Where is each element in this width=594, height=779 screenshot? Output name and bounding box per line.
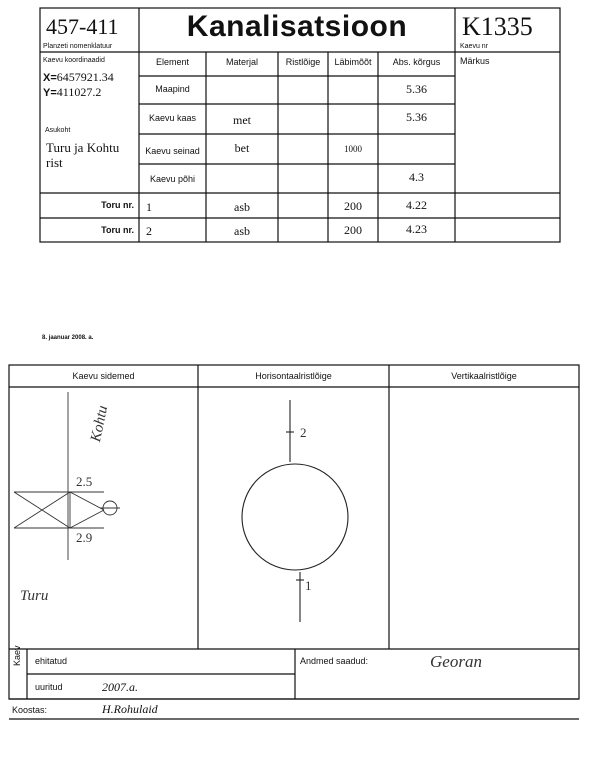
coordinate-x-value: 6457921.34	[56, 70, 114, 84]
built-label: ehitatud	[35, 656, 68, 666]
data-from-value: Georan	[430, 652, 482, 671]
location-label: Asukoht	[45, 127, 71, 134]
coordinate-y-label: Y=	[43, 87, 57, 99]
data-from-label: Andmed saadud:	[300, 656, 369, 666]
pipe-label: Toru nr.	[101, 200, 134, 210]
row-element: Maapind	[155, 84, 190, 94]
location-line2: rist	[46, 155, 63, 170]
row-diameter: 1000	[344, 144, 362, 154]
street-label-turu: Turu	[20, 588, 49, 604]
well-number-label: Kaevu nr	[460, 43, 489, 50]
coordinates-label: Kaevu koordinaadid	[43, 57, 105, 64]
row-element: Kaevu seinad	[145, 146, 200, 156]
nomenclature-label: Planzeti nomenklatuur	[43, 43, 113, 50]
pipe-abs-height: 4.23	[406, 222, 427, 236]
coordinate-y-value: 411027.2	[56, 85, 102, 99]
pipe-number: 2	[146, 224, 152, 238]
dimension-bottom: 2.9	[76, 530, 93, 545]
dimension-top: 2.5	[76, 474, 93, 489]
header-element: Element	[155, 57, 190, 67]
location-line1: Turu ja Kohtu	[46, 140, 120, 155]
header-cross-section: Ristlõige	[285, 57, 321, 67]
panel-vertical-title: Vertikaalristlõige	[451, 371, 517, 381]
compiled-label: Koostas:	[12, 705, 48, 715]
header-abs-height: Abs. kõrgus	[392, 57, 441, 67]
compiled-value: H.Rohulaid	[102, 702, 158, 716]
pipe-abs-height: 4.22	[406, 198, 427, 212]
panel-connections-title: Kaevu sidemed	[72, 371, 135, 381]
row-material: bet	[234, 141, 250, 155]
row-abs-height: 5.36	[406, 110, 427, 124]
surveyed-value: 2007.a.	[102, 680, 138, 694]
date-note: 8. jaanuar 2008. a.	[42, 335, 94, 341]
row-abs-height: 4.3	[409, 170, 424, 184]
coordinate-x-label: X=	[43, 72, 57, 84]
pipe-diameter: 200	[344, 223, 362, 237]
pipe-number: 1	[146, 200, 152, 214]
pipe-arrow-label-top: 2	[300, 425, 307, 440]
panel-horizontal-title: Horisontaalristlõige	[255, 371, 332, 381]
row-material: met	[233, 113, 251, 127]
coordinate-x	[43, 70, 114, 85]
pipe-material: asb	[234, 224, 250, 238]
pipe-material: asb	[234, 200, 250, 214]
row-abs-height: 5.36	[406, 82, 427, 96]
header-remarks: Märkus	[460, 56, 490, 66]
coordinate-y	[43, 85, 101, 100]
well-circle	[242, 464, 348, 570]
street-label-kohtu: Kohtu	[88, 404, 112, 444]
row-element: Kaevu põhi	[149, 174, 196, 184]
surveyed-label: uuritud	[35, 682, 63, 692]
pipe-diameter: 200	[344, 199, 362, 213]
page-title: Kanalisatsioon	[186, 10, 408, 43]
nomenclature-number: 457-411	[46, 14, 119, 39]
header-material: Materjal	[225, 57, 258, 67]
pipe-label: Toru nr.	[101, 225, 134, 235]
row-element: Kaevu kaas	[148, 113, 197, 123]
horizontal-cross-section-drawing	[242, 400, 348, 622]
well-number: K1335	[462, 12, 533, 41]
pipe-arrow-label-bottom: 1	[305, 578, 312, 593]
header-diameter: Läbimõõt	[334, 57, 372, 67]
well-side-label: Kaev	[12, 645, 22, 666]
